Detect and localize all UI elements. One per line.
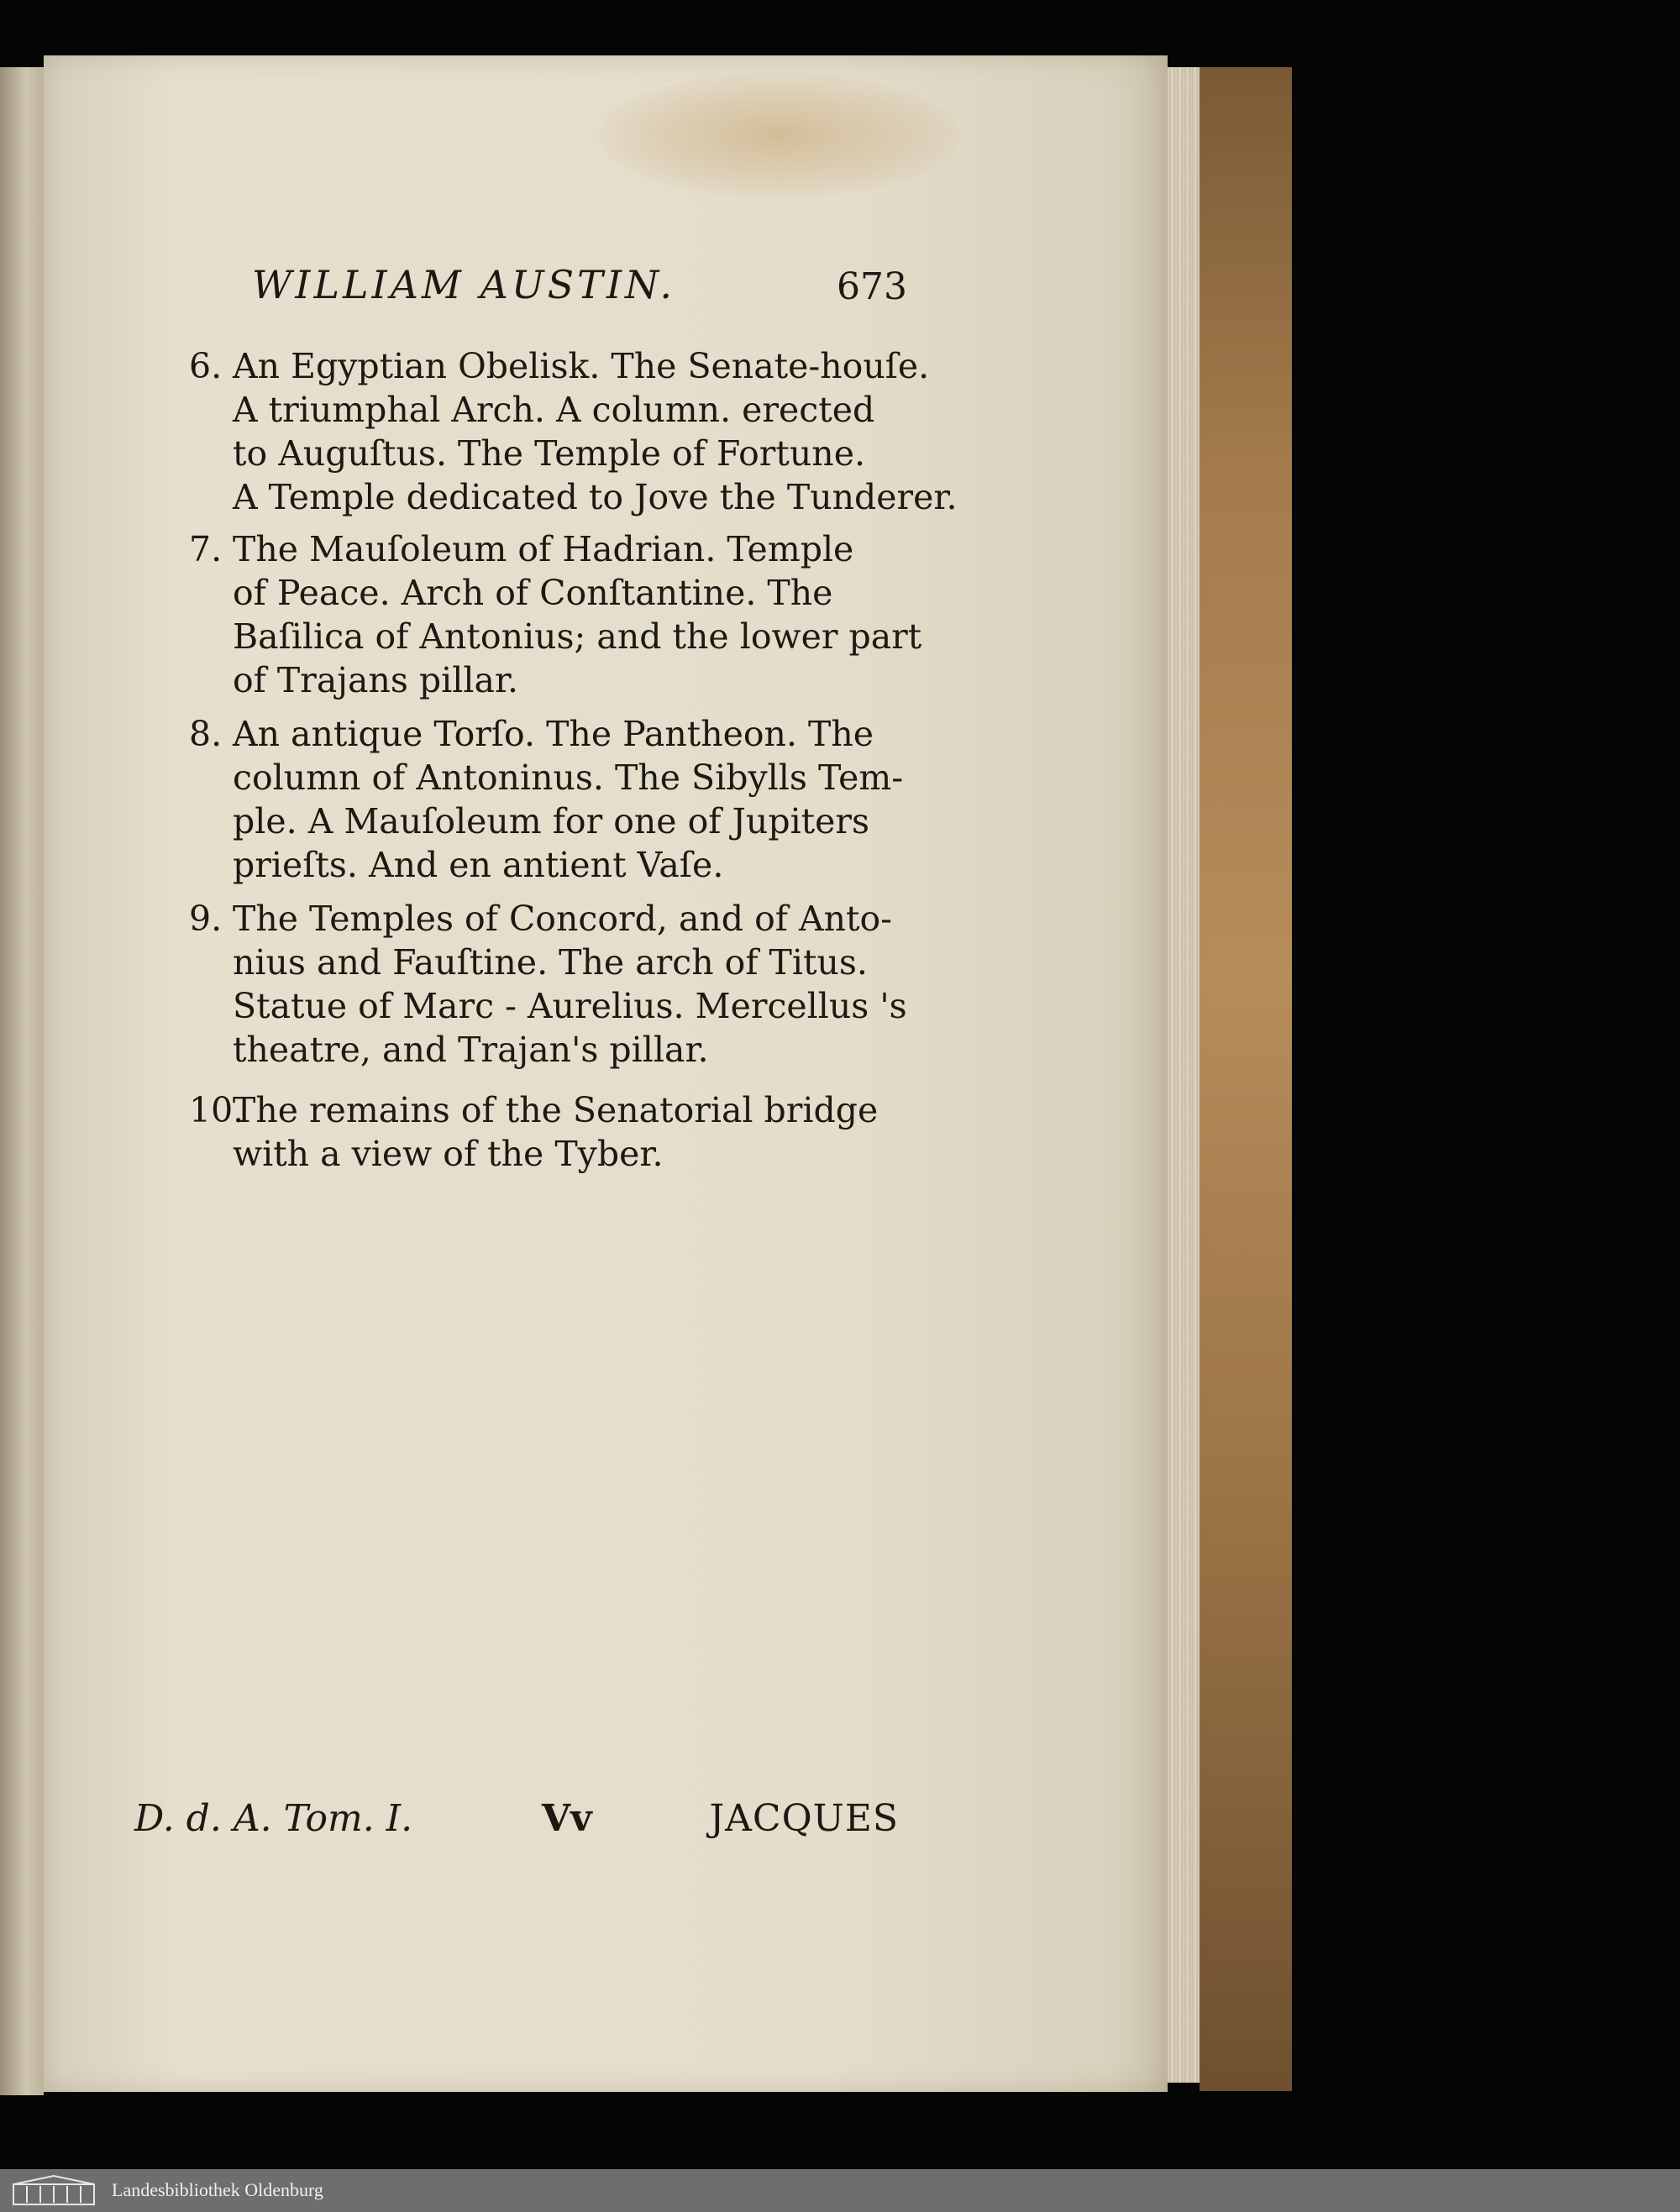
library-name: Landesbibliothek Oldenburg xyxy=(112,2179,323,2200)
entry-line: The Mauſoleum of Hadrian. Temple xyxy=(233,529,854,569)
list-item xyxy=(189,712,904,887)
entry-line: of Peace. Arch of Conſtantine. The xyxy=(233,573,833,613)
entry-line: with a view of the Tyber. xyxy=(233,1134,664,1174)
entry-line: An antique Torſo. The Pantheon. The xyxy=(233,714,874,754)
gathering-mark: Vv xyxy=(542,1797,592,1840)
entry-number: 9. xyxy=(189,899,223,939)
left-page-edge xyxy=(0,67,44,2095)
entry-number: 6. xyxy=(189,346,223,386)
entry-line: The Temples of Concord, and of Anto- xyxy=(233,899,893,939)
entry-line: nius and Fauſtine. The arch of Titus. xyxy=(233,942,868,983)
signature-mark: D. d. A. Tom. I. xyxy=(134,1797,413,1840)
list-item xyxy=(189,897,907,1072)
page-footer xyxy=(134,1797,899,1848)
library-bar xyxy=(0,2169,1680,2212)
list-item xyxy=(189,344,958,519)
list-item xyxy=(189,1088,886,1176)
entry-line: of Trajans pillar. xyxy=(233,660,519,700)
entry-line: Baſilica of Antonius; and the lower part xyxy=(233,616,922,657)
entry-line: ple. A Mauſoleum for one of Jupiters xyxy=(233,801,870,841)
page-edges xyxy=(1168,67,1200,2083)
library-building-icon xyxy=(12,2174,96,2206)
list-item xyxy=(189,527,922,702)
entry-number: 8. xyxy=(189,714,223,754)
entry-line: to Auguſtus. The Temple of Fortune. xyxy=(233,433,865,474)
page-number: 673 xyxy=(837,265,907,308)
entry-number: 10. xyxy=(189,1090,244,1130)
entry-line: column of Antoninus. The Sibylls Tem- xyxy=(233,757,904,798)
entry-line: prieſts. And en antient Vaſe. xyxy=(233,845,724,885)
entry-line: A triumphal Arch. A column. erected xyxy=(233,390,875,430)
catchword: JACQUES xyxy=(709,1797,899,1840)
entry-line: A Temple dedicated to Jove the Tunderer. xyxy=(233,477,958,517)
entry-line: The remains of the Senatorial bridge xyxy=(233,1090,879,1130)
entry-line: Statue of Marc - Aurelius. Mercellus 's xyxy=(233,986,907,1026)
entry-line: theatre, and Trajan's pillar. xyxy=(233,1030,709,1070)
page-title: WILLIAM AUSTIN. xyxy=(252,262,675,307)
entry-line: An Egyptian Obelisk. The Senate-houſe. xyxy=(233,346,930,386)
water-stain xyxy=(598,72,959,198)
entry-number: 7. xyxy=(189,529,223,569)
running-head xyxy=(252,262,907,321)
book-cover xyxy=(1200,67,1292,2091)
